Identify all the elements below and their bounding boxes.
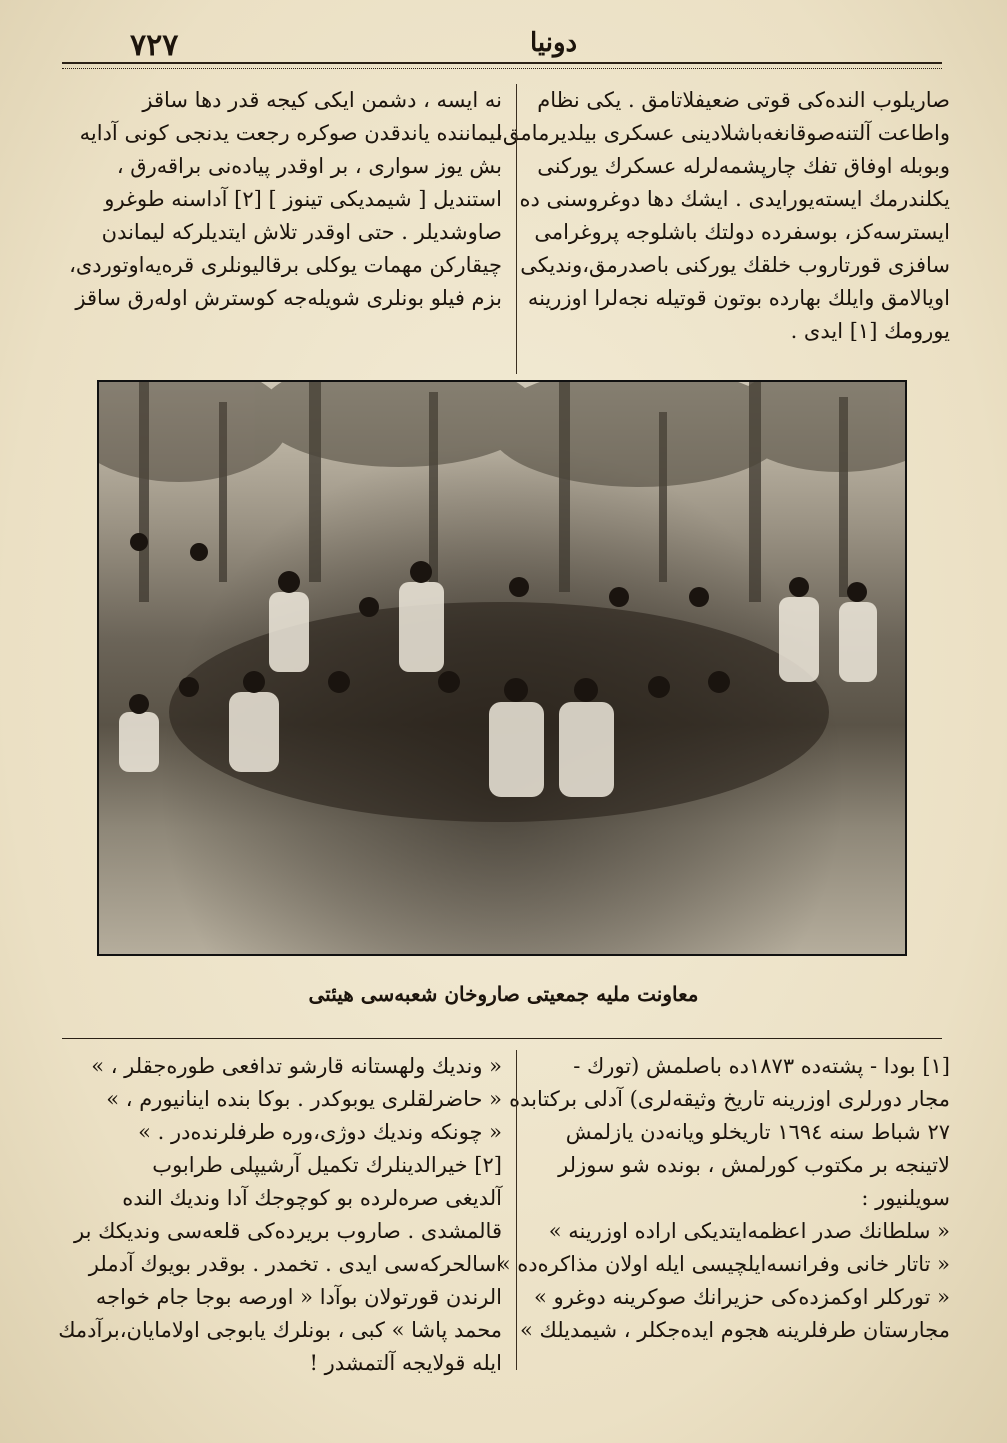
text-line: « حاضرلقلری یوبوکدر . بوکا بندە اینانیورم ، » — [106, 1087, 502, 1111]
text-line: چیقارکن مهمات یوکلی برقالیونلری قرەیەاوتوردی، — [69, 253, 502, 277]
text-line: یکلندرمك ایستەیورایدی . ایشك دها دوغروسنی دە — [519, 187, 950, 211]
group-photograph — [97, 380, 907, 956]
bottom-right-column — [497, 1050, 950, 1347]
footnote-rule — [62, 1038, 942, 1039]
text-line: بزم فیلو بونلری شویلەجە کوسترش اولەرق ساقز — [75, 286, 502, 310]
column-divider — [516, 84, 517, 374]
text-line: « سلطانك صدر اعظمەایتدیکی ارادە اوزرینە » — [548, 1219, 950, 1243]
running-head — [60, 26, 940, 66]
text-line: سافزی قورتاروب خلقك یورکنی باصدرمق،ونديكی — [520, 253, 950, 277]
journal-title: دونیا — [530, 28, 578, 58]
text-line: « تورکلر اوکمزدەکی حزیرانك صوکرینە دوغرو » — [534, 1285, 950, 1309]
text-line: سویلنیور : — [861, 1186, 950, 1210]
text-line: الرندن قورتولان بوآدا « اورصە بوجا جام خواجە — [95, 1285, 502, 1309]
text-line: مجار دورلری اوزرینە تاریخ وثیقەلری) آدلی برکتابدە — [509, 1087, 950, 1111]
header-rule — [62, 62, 942, 69]
text-line: قالمشدی . صاروب بریردەکی قلعەسی ونديكك بر — [74, 1219, 502, 1243]
text-line: [٢] خیرالدینلرك تکمیل آرشیپلی طرابوب — [152, 1153, 502, 1177]
top-right-column — [496, 84, 950, 348]
text-line: آلدیغی صرەلردە بو کوچوجك آدا ونديك الندە — [122, 1186, 502, 1210]
text-line: [١] بودا - پشتەدە ١٨٧٣دە باصلمش (تورك - — [573, 1054, 950, 1078]
text-line: صاریلوب الندەکی قوتی ضعیفلاتامق . یکی نظام — [537, 88, 950, 112]
page-number: ٧٢٧ — [130, 28, 179, 63]
text-line: محمد پاشا » کبی ، بونلرك یابوجی اولامایان،برآدمك — [58, 1318, 502, 1342]
text-line: « تاتار خانی وفرانسەایلچیسی ایلە اولان مذاکرەدە » — [497, 1252, 950, 1276]
text-line: لاتینجە بر مکتوب کورلمش ، بوندە شو سوزلر — [558, 1153, 950, 1177]
text-line: ایلە قولایجە آلتمشدر ! — [309, 1351, 502, 1375]
text-line: « چونکە ونديك دوژی،ورە طرفلرندەدر . » — [138, 1120, 502, 1144]
text-line: یورومك [١] ایدی . — [790, 319, 950, 343]
top-left-column — [62, 84, 502, 315]
text-line: لیماننده یاندقدن صوکرە رجعت یدنجی کونی آدایە — [79, 121, 502, 145]
text-line: واطاعت آلتنەصوقانغەباشلادینی عسکری بیلدیرمامق، — [496, 121, 950, 145]
text-line: صاوشدیلر . حتی اوقدر تلاش ایتدیلرکە لیماندن — [101, 220, 502, 244]
bottom-left-column — [58, 1050, 502, 1380]
photo-illustration — [99, 382, 905, 954]
text-line: « ونديك ولهستانە قارشو تدافعی طورەجقلر ، » — [91, 1054, 502, 1078]
text-line: وبوبلە اوفاق تفك چارپشمەلرلە عسکرك یورکنی — [537, 154, 950, 178]
text-line: بش یوز سواری ، بر اوقدر پیادەنی براقەرق ، — [116, 154, 502, 178]
text-line: مجارستان طرفلرینە هجوم ایدەجکلر ، شیمدیلك » — [520, 1318, 950, 1342]
text-line: ایسترسەکز، بوسفردە دولتك باشلوجە پروغرامی — [534, 220, 950, 244]
text-line: نە ایسە ، دشمن ایکی کیجە قدر دها ساقز — [142, 88, 502, 112]
text-line: اسالحرکەسی ایدی . تخمدر . بوقدر بویوك آدملر — [88, 1252, 502, 1276]
text-line: اویالامق وایلك بهاردە بوتون قوتیلە نجەلرا اوزرینە — [527, 286, 950, 310]
text-line: ٢٧ شباط سنە ١٦٩٤ تاریخلو ویانەدن یازلمش — [565, 1120, 950, 1144]
photo-caption: معاونت ملیه جمعیتی صاروخان شعبه‌سی هیئتی — [308, 982, 699, 1006]
column-divider — [516, 1050, 517, 1370]
text-line: استندیل [ شیمدیکی تینوز ] [٢] آداسنە طوغرو — [104, 187, 502, 211]
